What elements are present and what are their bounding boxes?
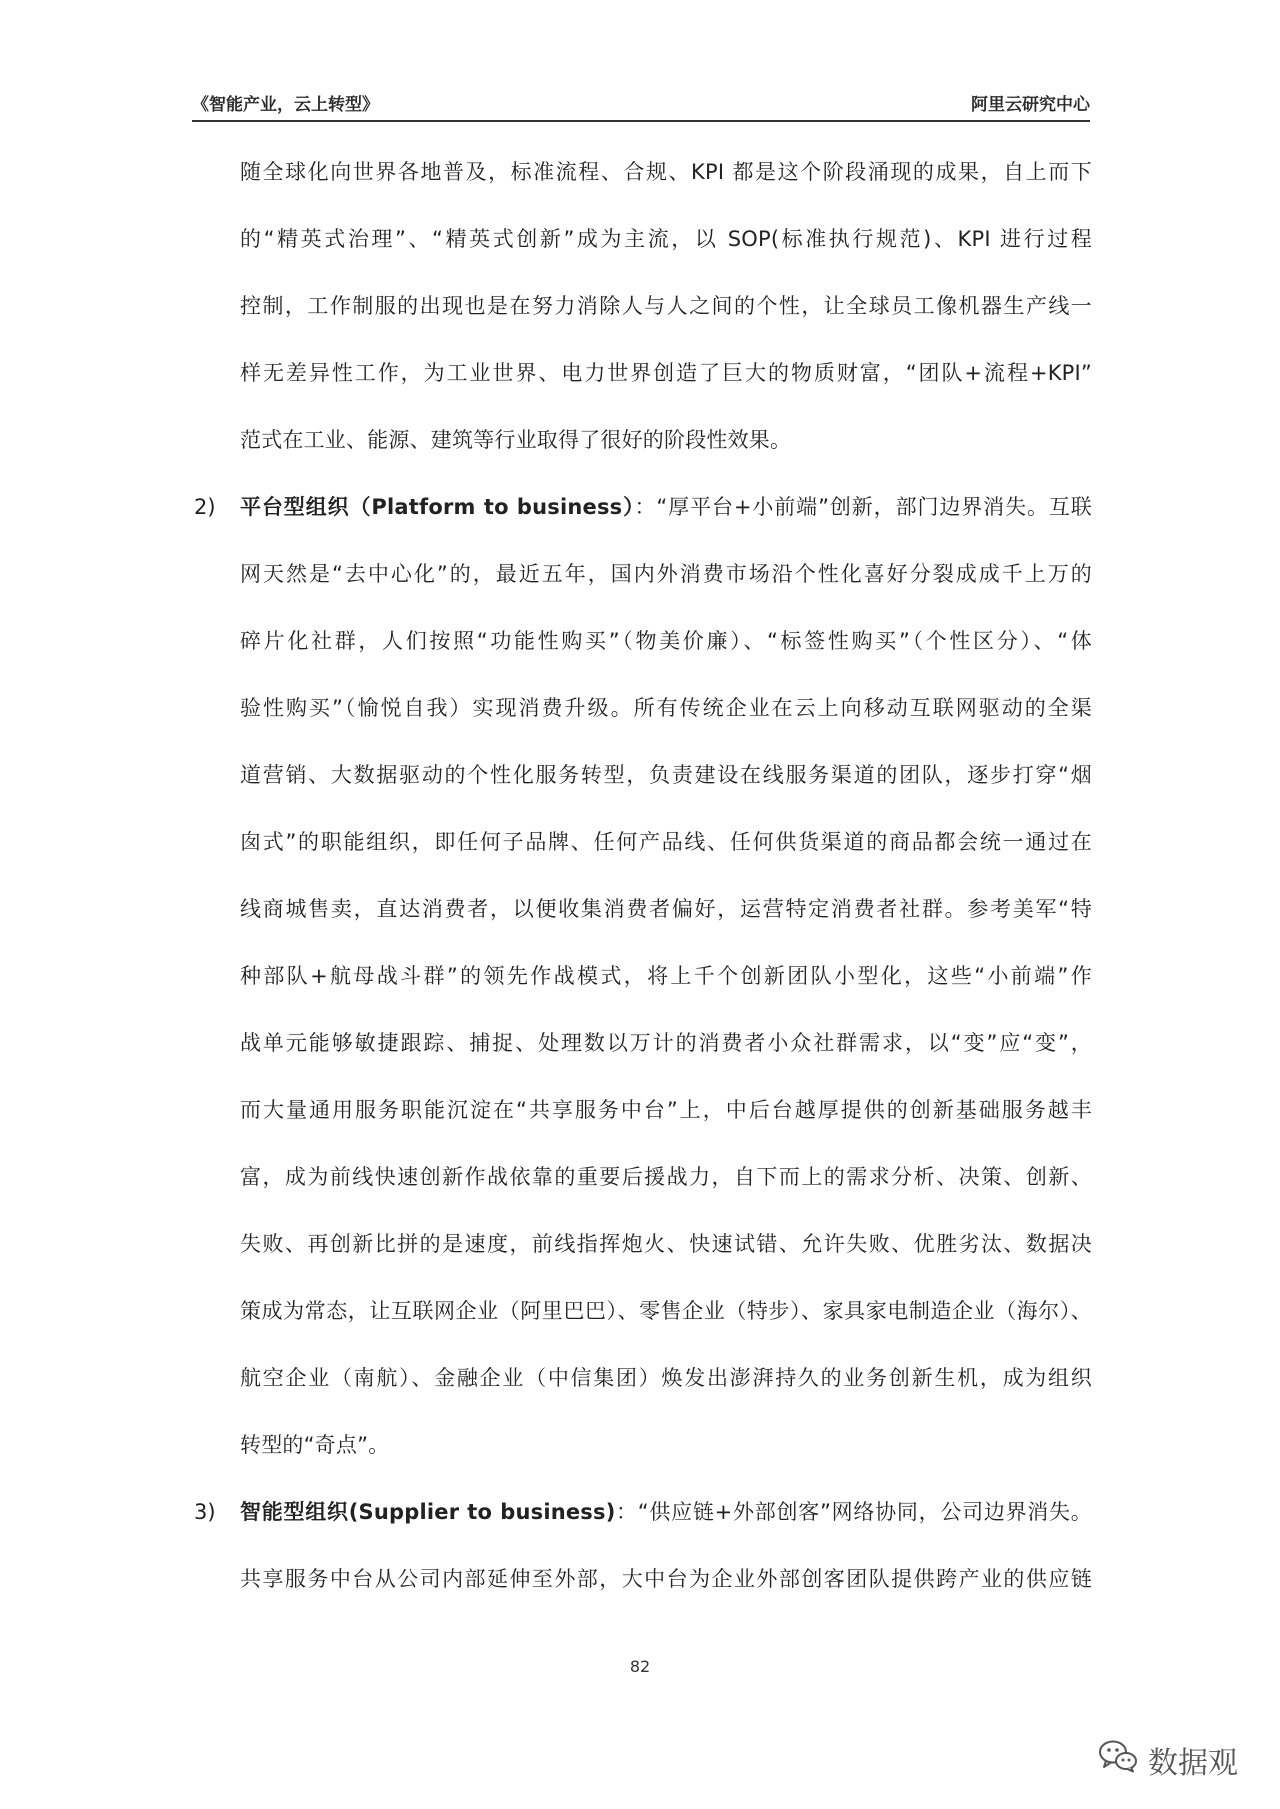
list-item-2-line: 种部队+航母战斗群”的领先作战模式，将上千个创新团队小型化，这些“小前端”作 bbox=[240, 964, 1092, 988]
paragraph1-line: 控制，工作制服的出现也是在努力消除人与人之间的个性，让全球员工像机器生产线一 bbox=[240, 294, 1092, 318]
paragraph1-line: 随全球化向世界各地普及，标准流程、合规、KPI 都是这个阶段涌现的成果，自上而下 bbox=[240, 160, 1092, 184]
list-item-2-line: 道营销、大数据驱动的个性化服务转型，负责建设在线服务渠道的团队，逐步打穿“烟 bbox=[240, 763, 1092, 787]
list-item-3-line: 共享服务中台从公司内部延伸至外部，大中台为企业外部创客团队提供跨产业的供应链 bbox=[240, 1567, 1092, 1591]
paragraph1-line: 的“精英式治理”、“精英式创新”成为主流，以 SOP(标准执行规范)、KPI 进行过程 bbox=[240, 227, 1092, 251]
list-item-2-line: 而大量通用服务职能沉淀在“共享服务中台”上，中后台越厚提供的创新基础服务越丰 bbox=[240, 1098, 1092, 1122]
list-item-3-lead: ：“供应链+外部创客”网络协同，公司边界消失。 bbox=[615, 1500, 1092, 1524]
list-item-2-line: 战单元能够敏捷跟踪、捕捉、处理数以万计的消费者小众社群需求，以“变”应“变”， bbox=[240, 1031, 1092, 1055]
list-item-2-line: 线商城售卖，直达消费者，以便收集消费者偏好，运营特定消费者社群。参考美军“特 bbox=[240, 897, 1092, 921]
list-item-2-lead: ：“厚平台+小前端”创新，部门边界消失。互联 bbox=[634, 495, 1092, 519]
page-number: 82 bbox=[629, 1657, 651, 1676]
watermark bbox=[1098, 1738, 1238, 1782]
list-item-2-line: 航空企业（南航）、金融企业（中信集团）焕发出澎湃持久的业务创新生机，成为组织 bbox=[240, 1366, 1092, 1390]
header-organization: 阿里云研究中心 bbox=[971, 95, 1090, 115]
watermark-text: 数据观 bbox=[1148, 1746, 1238, 1781]
list-item-2-line: 碎片化社群，人们按照“功能性购买”（物美价廉）、“标签性购买”（个性区分）、“体 bbox=[240, 629, 1092, 653]
paragraph1-line: 范式在工业、能源、建筑等行业取得了很好的阶段性效果。 bbox=[240, 428, 792, 452]
header-book-title: 《智能产业，云上转型》 bbox=[192, 95, 379, 115]
list-item-3-heading: 智能型组织(Supplier to business) bbox=[240, 1500, 616, 1524]
list-item-2-line: 囱式”的职能组织，即任何子品牌、任何产品线、任何供货渠道的商品都会统一通过在 bbox=[240, 830, 1092, 854]
list-item-2-line: 网天然是“去中心化”的，最近五年，国内外消费市场沿个性化喜好分裂成成千上万的 bbox=[240, 562, 1092, 586]
list-item-3-first-line bbox=[240, 1495, 1092, 1529]
list-item-number: 3) bbox=[194, 1500, 216, 1524]
wechat-icon bbox=[1098, 1739, 1148, 1781]
list-item-2-first-line bbox=[240, 490, 1092, 524]
list-item-2-line: 失败、再创新比拼的是速度，前线指挥炮火、快速试错、允许失败、优胜劣汰、数据决 bbox=[240, 1232, 1092, 1256]
list-item-2-heading: 平台型组织（Platform to business） bbox=[240, 495, 635, 519]
list-item-2-line: 转型的“奇点”。 bbox=[240, 1433, 390, 1457]
list-item-2-line: 策成为常态，让互联网企业（阿里巴巴）、零售企业（特步）、家具家电制造企业（海尔）、 bbox=[240, 1299, 1092, 1323]
paragraph1-line: 样无差异性工作，为工业世界、电力世界创造了巨大的物质财富，“团队+流程+KPI” bbox=[240, 361, 1092, 385]
list-item-2-line: 富，成为前线快速创新作战依靠的重要后援战力，自下而上的需求分析、决策、创新、 bbox=[240, 1165, 1092, 1189]
page-header bbox=[192, 86, 1090, 122]
list-item-2-line: 验性购买”（愉悦自我）实现消费升级。所有传统企业在云上向移动互联网驱动的全渠 bbox=[240, 696, 1092, 720]
list-item-number: 2) bbox=[194, 495, 216, 519]
